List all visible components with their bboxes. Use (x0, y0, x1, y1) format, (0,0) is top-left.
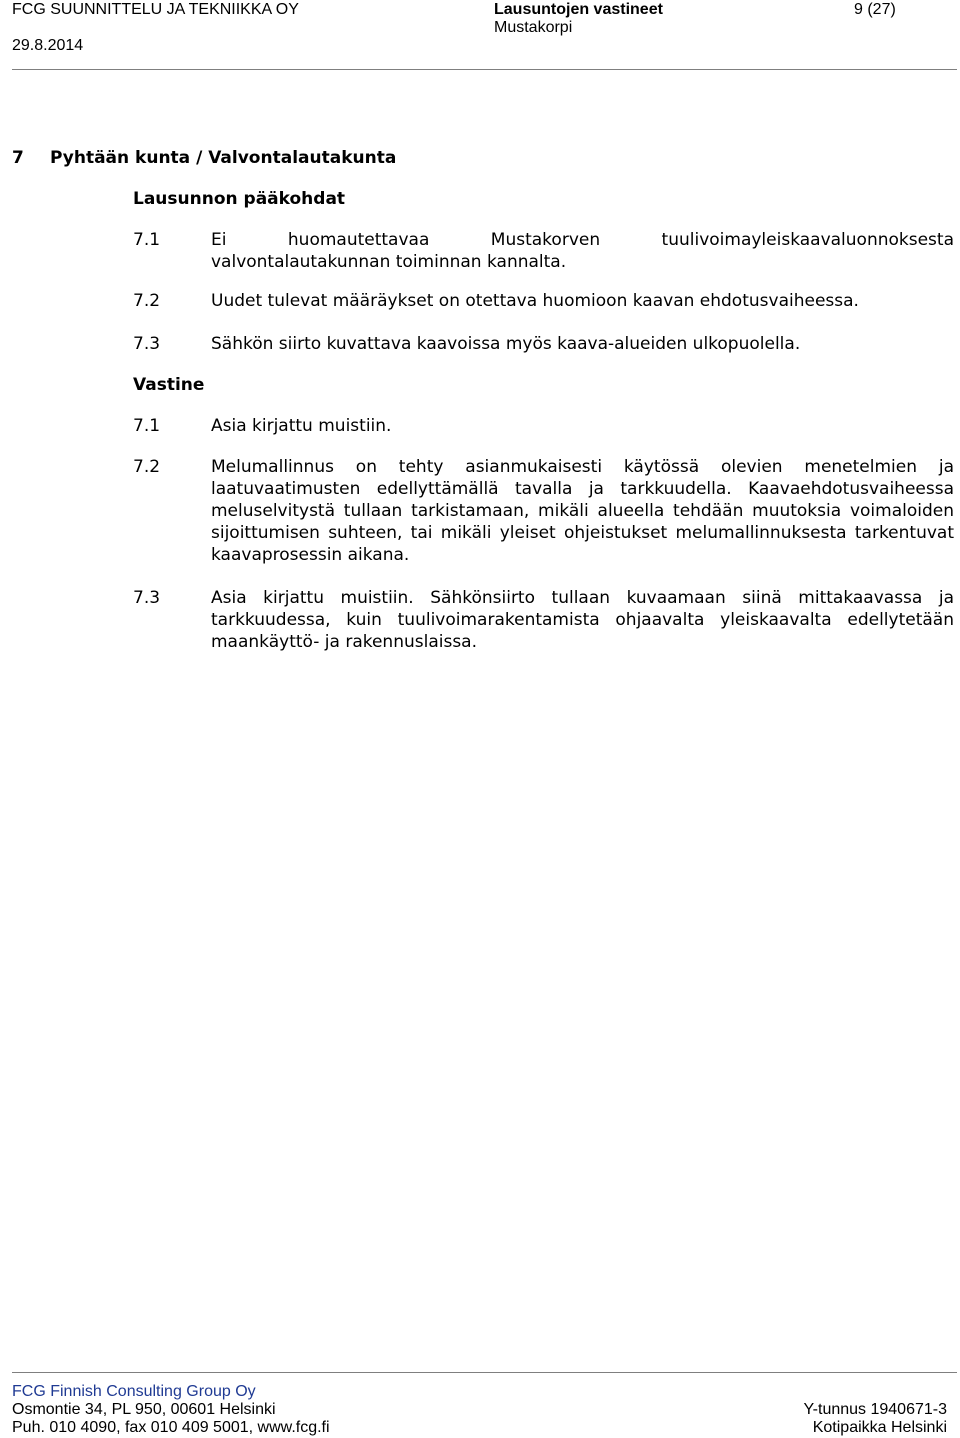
point-number: 7.1 (133, 230, 161, 250)
footer-company: FCG Finnish Consulting Group Oy (12, 1383, 256, 1400)
footer-address: Osmontie 34, PL 950, 00601 Helsinki (12, 1401, 276, 1418)
point-text: Ei huomautettavaa Mustakorven tuulivoimayleiskaavaluonnoksesta valvontalautakunnan toiminnan kannalta. (211, 230, 954, 272)
response-text: Asia kirjattu muistiin. Sähkönsiirto tullaan kuvaamaan siinä mittakaavassa ja tarkkuudessa, kuin tuulivoimarakentamista ohjaavalta yleiskaavalta edellytetään maankäyttö- ja rakennuslaissa. (211, 588, 954, 652)
main-points-heading: Lausunnon pääkohdat (133, 189, 346, 209)
footer-domicile: Kotipaikka Helsinki (812, 1419, 947, 1436)
header-page-number: 9 (27) (854, 1, 896, 18)
header-date: 29.8.2014 (12, 37, 84, 54)
point-text: Sähkön siirto kuvattava kaavoissa myös kaava-alueiden ulkopuolella. (211, 334, 801, 354)
header-rule (12, 69, 957, 70)
response-number: 7.2 (133, 457, 161, 477)
footer-business-id: Y-tunnus 1940671-3 (803, 1401, 947, 1418)
response-heading: Vastine (133, 375, 205, 395)
header-company: FCG SUUNNITTELU JA TEKNIIKKA OY (12, 1, 299, 18)
response-text: Melumallinnus on tehty asianmukaisesti käytössä olevien menetelmien ja laatuvaatimusten edellyttämällä tavalla ja tarkkuudella. Kaavaehdotusvaiheessa meluselvitystä tullaan tarkistamaan, mikäli alueella tehdään muutoksia voimaloiden sijoittumisen suhteen, tai mikäli yleiset ohjeistukset melumallinnuksesta tarkentuvat kaavaprosessin aikana. (211, 457, 954, 565)
section-number: 7 (12, 148, 24, 168)
response-number: 7.1 (133, 416, 161, 436)
point-text: Uudet tulevat määräykset on otettava huomioon kaavan ehdotusvaiheessa. (211, 291, 859, 311)
footer-phone: Puh. 010 4090, fax 010 409 5001, www.fcg.fi (12, 1419, 330, 1436)
response-text: Asia kirjattu muistiin. (211, 416, 392, 436)
point-number: 7.2 (133, 291, 161, 311)
header-doc-title: Lausuntojen vastineet (494, 1, 663, 18)
section-title: Pyhtään kunta / Valvontalautakunta (50, 148, 397, 168)
response-number: 7.3 (133, 588, 161, 608)
point-number: 7.3 (133, 334, 161, 354)
footer-rule (12, 1372, 957, 1373)
header-project: Mustakorpi (494, 19, 573, 36)
